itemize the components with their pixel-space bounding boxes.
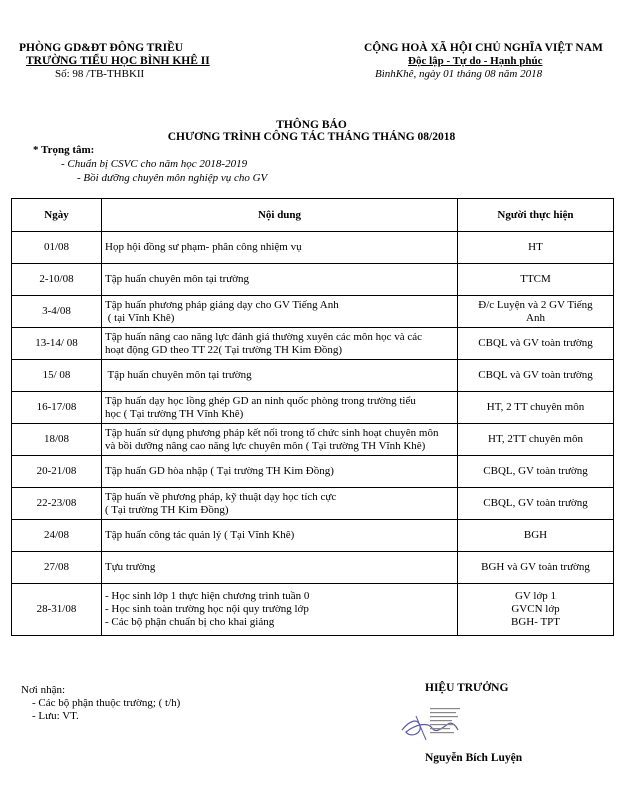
signature-image <box>396 706 476 746</box>
recipient-item: - Lưu: VT. <box>32 710 79 722</box>
row-performer-line: BGH và GV toàn trường <box>481 561 590 573</box>
row-day: 22-23/08 <box>12 488 102 520</box>
signature-title: HIỆU TRƯỞNG <box>425 682 509 694</box>
row-performer-line: CBQL và GV toàn trường <box>478 337 593 349</box>
row-performer-line: TTCM <box>520 273 551 285</box>
row-content-line: Tập huấn phương pháp giảng dạy cho GV Tiếng Anh <box>105 298 339 311</box>
row-performer <box>458 424 614 456</box>
table-row <box>12 424 614 456</box>
row-day: 15/ 08 <box>12 360 102 392</box>
row-content <box>102 552 458 584</box>
row-content-line: học ( Tại trường TH Vĩnh Khê) <box>105 407 244 420</box>
school-name: TRƯỜNG TIỂU HỌC BÌNH KHÊ II <box>26 55 210 67</box>
row-content <box>102 328 458 360</box>
national-title: CỘNG HOÀ XÃ HỘI CHỦ NGHĨA VIỆT NAM <box>364 42 603 54</box>
column-header-performer: Người thực hiện <box>458 199 614 232</box>
row-content-line: ( tại Vĩnh Khê) <box>105 311 175 324</box>
row-performer <box>458 584 614 636</box>
row-content <box>102 296 458 328</box>
row-day: 2-10/08 <box>12 264 102 296</box>
row-day: 16-17/08 <box>12 392 102 424</box>
department-name: PHÒNG GD&ĐT ĐÔNG TRIỀU <box>19 42 184 54</box>
row-performer <box>458 264 614 296</box>
row-performer <box>458 392 614 424</box>
row-content <box>102 520 458 552</box>
row-day: 27/08 <box>12 552 102 584</box>
row-content-line: Tập huấn GD hòa nhập ( Tại trường TH Kim Đồng) <box>105 465 334 477</box>
row-performer <box>458 360 614 392</box>
row-day: 01/08 <box>12 232 102 264</box>
row-content-line: Tập huấn dạy học lồng ghép GD an ninh quốc phòng trong trường tiểu <box>105 394 416 407</box>
digital-signature-stamp <box>430 708 460 733</box>
row-performer <box>458 296 614 328</box>
table-row <box>12 232 614 264</box>
table-row <box>12 360 614 392</box>
row-day: 3-4/08 <box>12 296 102 328</box>
row-performer-line: HT, 2 TT chuyên môn <box>486 401 585 413</box>
focus-label: * Trọng tâm: <box>33 144 95 156</box>
table-row <box>12 584 614 636</box>
column-header-content: Nội dung <box>102 199 458 232</box>
row-content-line: Tập huấn sử dụng phương pháp kết nối trong tổ chức sinh hoạt chuyên môn <box>105 426 439 439</box>
table-row <box>12 392 614 424</box>
row-performer-line: Anh <box>526 311 545 324</box>
row-content-line: Tập huấn công tác quản lý ( Tại Vĩnh Khê) <box>105 529 295 541</box>
row-content-line: - Học sinh lớp 1 thực hiện chương trình tuần 0 <box>105 590 310 602</box>
document-number: Số: 98 /TB-THBKII <box>55 68 145 80</box>
table-row <box>12 296 614 328</box>
row-performer-line: CBQL và GV toàn trường <box>478 369 593 381</box>
row-performer <box>458 328 614 360</box>
schedule-table <box>11 198 614 636</box>
table-header-row <box>12 199 614 232</box>
row-day: 24/08 <box>12 520 102 552</box>
row-performer-line: BGH <box>523 529 548 541</box>
focus-item: - Chuẩn bị CSVC cho năm học 2018-2019 <box>61 158 248 170</box>
table-row <box>12 552 614 584</box>
column-header-day: Ngày <box>12 199 102 232</box>
row-performer-line: HT <box>528 241 543 253</box>
row-content <box>102 456 458 488</box>
document-date: BìnhKhê, ngày 01 tháng 08 năm 2018 <box>375 68 543 80</box>
row-content-line: - Học sinh toàn trường học nội quy trường lớp <box>105 603 309 615</box>
row-day: 20-21/08 <box>12 456 102 488</box>
signatory-name: Nguyễn Bích Luyện <box>425 752 523 764</box>
row-day: 28-31/08 <box>12 584 102 636</box>
row-content-line: hoạt động GD theo TT 22( Tại trường TH Kim Đồng) <box>105 343 343 356</box>
row-day: 13-14/ 08 <box>12 328 102 360</box>
row-performer-line: Đ/c Luyện và 2 GV Tiếng <box>478 298 593 311</box>
row-performer-line: GVCN lớp <box>511 603 560 615</box>
table-row <box>12 456 614 488</box>
notice-title: THÔNG BÁO <box>276 119 347 131</box>
recipients-label: Nơi nhận: <box>21 684 66 696</box>
row-content-line: - Các bộ phận chuẩn bị cho khai giảng <box>105 616 275 628</box>
row-performer <box>458 232 614 264</box>
row-content-line: Tập huấn chuyên môn tại trường <box>105 273 250 285</box>
row-content-line: Họp hội đồng sư phạm- phân công nhiệm vụ <box>105 241 302 253</box>
row-performer <box>458 456 614 488</box>
row-content-line: Tựu trường <box>105 561 156 573</box>
row-content <box>102 488 458 520</box>
row-content <box>102 360 458 392</box>
row-content <box>102 264 458 296</box>
row-content <box>102 392 458 424</box>
row-content-line: ( Tại trường TH Kim Đồng) <box>105 503 229 516</box>
table-row <box>12 520 614 552</box>
row-day: 18/08 <box>12 424 102 456</box>
row-performer <box>458 488 614 520</box>
row-performer <box>458 520 614 552</box>
row-content-line: Tập huấn về phương pháp, kỹ thuật dạy học tích cực <box>105 490 337 503</box>
table-row <box>12 264 614 296</box>
row-performer-line: HT, 2TT chuyên môn <box>488 433 583 445</box>
row-content <box>102 424 458 456</box>
row-performer-line: GV lớp 1 <box>514 590 557 602</box>
row-content-line: Tập huấn nâng cao năng lực đánh giá thường xuyên các môn học và các <box>105 330 423 343</box>
recipient-item: - Các bộ phận thuộc trường; ( t/h) <box>32 697 181 709</box>
notice-subtitle: CHƯƠNG TRÌNH CÔNG TÁC THÁNG THÁNG 08/2018 <box>167 131 456 143</box>
national-motto: Độc lập - Tự do - Hạnh phúc <box>408 55 543 67</box>
row-content-line: Tập huấn chuyên môn tại trường <box>105 369 252 381</box>
row-performer-line: CBQL, GV toàn trường <box>483 497 588 509</box>
row-content-line: và bồi dưỡng nâng cao năng lực chuyên môn ( Tại trường TH Vĩnh Khê) <box>105 439 426 452</box>
table-row <box>12 328 614 360</box>
table-row <box>12 488 614 520</box>
row-performer-line: BGH- TPT <box>511 616 560 628</box>
row-performer-line: CBQL, GV toàn trường <box>483 465 588 477</box>
row-content <box>102 584 458 636</box>
focus-item: - Bồi dưỡng chuyên môn nghiệp vụ cho GV <box>77 172 268 184</box>
row-content <box>102 232 458 264</box>
row-performer <box>458 552 614 584</box>
